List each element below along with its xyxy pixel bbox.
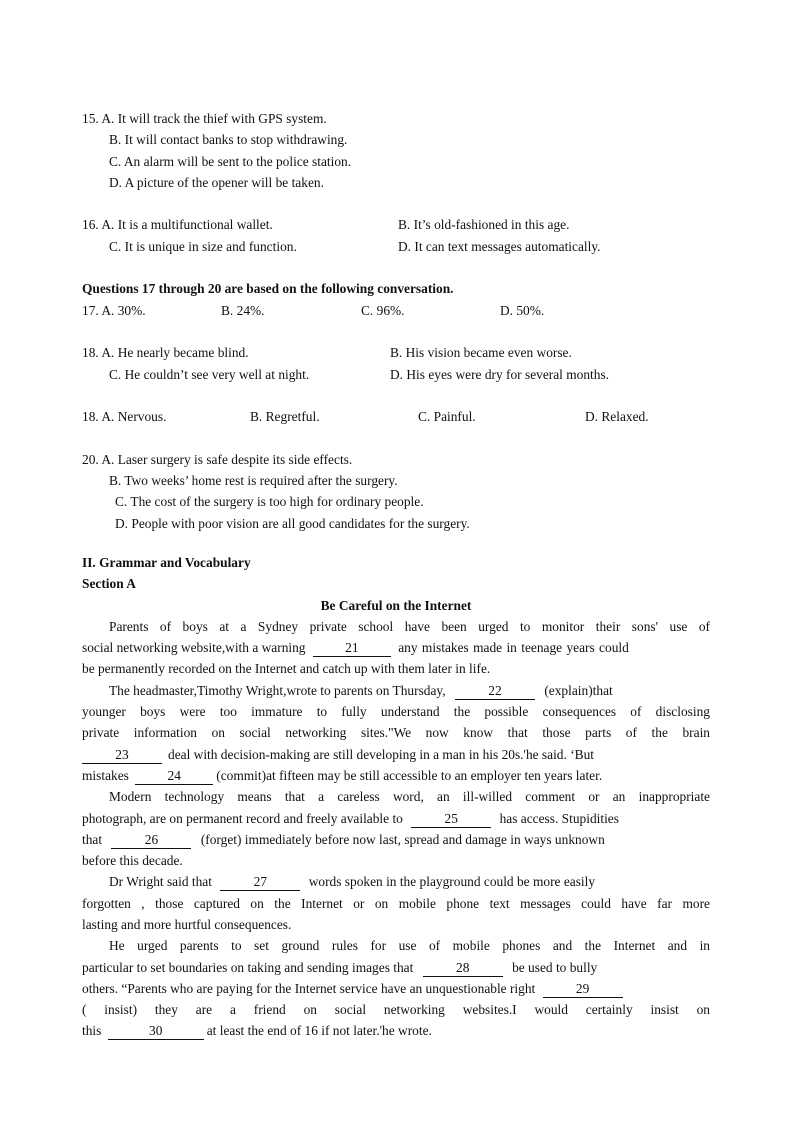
q17-option-a: 17. A. 30%. <box>82 302 146 318</box>
p2-text: deal with decision-making are still developing in a man in his 20s.'he said. ‘But <box>168 746 594 762</box>
blank-29[interactable]: 29 <box>543 981 623 998</box>
blank-26[interactable]: 26 <box>111 832 191 849</box>
q20-option-b: B. Two weeks’ home rest is required after the surgery. <box>109 473 398 489</box>
p4-text: Dr Wright said that <box>109 874 212 890</box>
q16-option-b: B. It’s old-fashioned in this age. <box>398 217 570 233</box>
p2-line-2: younger boys were too immature to fully understand the possible consequences of disclosing <box>82 704 710 720</box>
p2-line-4 <box>82 744 710 765</box>
q18-option-a: 18. A. He nearly became blind. <box>82 345 249 361</box>
p1-text: social networking website,with a warning <box>82 640 306 656</box>
q20-option-c: C. The cost of the surgery is too high for ordinary people. <box>115 494 424 510</box>
p4-line-1 <box>82 871 710 892</box>
blank-22[interactable]: 22 <box>455 683 535 700</box>
q15-option-c: C. An alarm will be sent to the police station. <box>109 153 352 169</box>
p5-line-5 <box>82 1020 710 1041</box>
p5-text: be used to bully <box>512 959 598 975</box>
section-title: II. Grammar and Vocabulary <box>82 554 251 570</box>
paragraph-1 <box>82 616 710 680</box>
exam-page <box>82 108 710 1042</box>
p4-line-2: forgotten , those captured on the Internet or on mobile phone text messages could have far more <box>82 895 710 911</box>
p5-line-3 <box>82 978 710 999</box>
p5-text: this <box>82 1023 102 1039</box>
q17-option-d: D. 50%. <box>500 302 545 318</box>
blank-28[interactable]: 28 <box>423 960 503 977</box>
p1-line-3: be permanently recorded on the Internet and catch up with them later in life. <box>82 661 491 677</box>
p2-text: (commit)at fifteen may be still accessible to an employer ten years later. <box>216 767 603 783</box>
section-subtitle: Section A <box>82 576 136 592</box>
question-17 <box>82 300 710 321</box>
q19-option-a: 18. A. Nervous. <box>82 409 167 425</box>
blank-25[interactable]: 25 <box>411 811 491 828</box>
blank-23[interactable]: 23 <box>82 747 162 764</box>
q15-option-a: 15. A. It will track the thief with GPS system. <box>82 111 327 126</box>
paragraph-2 <box>82 680 710 786</box>
q15-option-d: D. A picture of the opener will be taken. <box>109 174 324 190</box>
p2-text: (explain)that <box>544 682 613 698</box>
p4-line-3: lasting and more hurtful consequences. <box>82 916 292 932</box>
paragraph-4 <box>82 871 710 935</box>
p5-text: at least the end of 16 if not later.'he wrote. <box>206 1023 432 1039</box>
q18-option-d: D. His eyes were dry for several months. <box>390 366 610 382</box>
p3-line-3 <box>82 829 710 850</box>
q18-option-b: B. His vision became even worse. <box>390 345 572 361</box>
q20-option-a: 20. A. Laser surgery is safe despite its side effects. <box>82 451 353 467</box>
q16-option-d: D. It can text messages automatically. <box>398 238 601 254</box>
p2-line-1 <box>82 680 710 701</box>
p3-line-2 <box>82 808 710 829</box>
q15-option-b: B. It will contact banks to stop withdrawing. <box>109 132 348 148</box>
q19-option-d: D. Relaxed. <box>585 409 649 425</box>
blank-24[interactable]: 24 <box>135 768 213 785</box>
p5-text: particular to set boundaries on taking and sending images that <box>82 959 414 975</box>
p2-line-3: private information on social networking sites."We now know that those parts of the brain <box>82 725 710 741</box>
paragraph-3 <box>82 786 710 871</box>
q16-option-c: C. It is unique in size and function. <box>109 238 297 254</box>
p2-line-5 <box>82 765 710 786</box>
p3-text: that <box>82 831 103 847</box>
paragraph-5 <box>82 935 710 1041</box>
question-16 <box>82 214 710 257</box>
p4-text: words spoken in the playground could be more easily <box>308 874 596 890</box>
p3-text: photograph, are on permanent record and freely available to <box>82 810 403 826</box>
blank-30[interactable]: 30 <box>108 1023 204 1040</box>
p1-text: any mistakes made in teenage years could <box>398 640 629 656</box>
question-18 <box>82 342 710 385</box>
p5-line-4: ( insist) they are a friend on social networking websites.I would certainly insist on <box>82 1002 710 1018</box>
question-19 <box>82 406 710 427</box>
p5-line-2 <box>82 957 710 978</box>
question-20 <box>82 449 710 534</box>
p3-line-4: before this decade. <box>82 853 183 869</box>
blank-21[interactable]: 21 <box>313 640 391 657</box>
blank-27[interactable]: 27 <box>220 874 300 891</box>
q18-option-c: C. He couldn’t see very well at night. <box>109 366 310 382</box>
p1-line-1: Parents of boys at a Sydney private school have been urged to monitor their sons' use of <box>109 618 710 634</box>
question-15 <box>82 108 710 193</box>
q20-option-d: D. People with poor vision are all good candidates for the surgery. <box>115 515 470 531</box>
q19-option-b: B. Regretful. <box>250 409 320 425</box>
p2-text: mistakes <box>82 767 129 783</box>
p3-text: has access. Stupidities <box>499 810 619 826</box>
p3-text: (forget) immediately before now last, spread and damage in ways unknown <box>200 831 605 847</box>
p3-line-1: Modern technology means that a careless word, an ill-willed comment or an inappropriate <box>109 789 710 805</box>
q16-option-a: 16. A. It is a multifunctional wallet. <box>82 217 273 233</box>
p1-line-2 <box>82 637 710 658</box>
q17-option-c: C. 96%. <box>361 302 405 318</box>
q19-option-c: C. Painful. <box>418 409 476 425</box>
passage-title: Be Careful on the Internet <box>320 597 472 613</box>
section-heading-17-20: Questions 17 through 20 are based on the following conversation. <box>82 281 454 297</box>
p5-line-1: He urged parents to set ground rules for use of mobile phones and the Internet and in <box>109 938 710 954</box>
p5-text: others. “Parents who are paying for the Internet service have an unquestionable right <box>82 980 536 996</box>
p2-text: The headmaster,Timothy Wright,wrote to parents on Thursday, <box>109 682 446 698</box>
q17-option-b: B. 24%. <box>221 302 265 318</box>
